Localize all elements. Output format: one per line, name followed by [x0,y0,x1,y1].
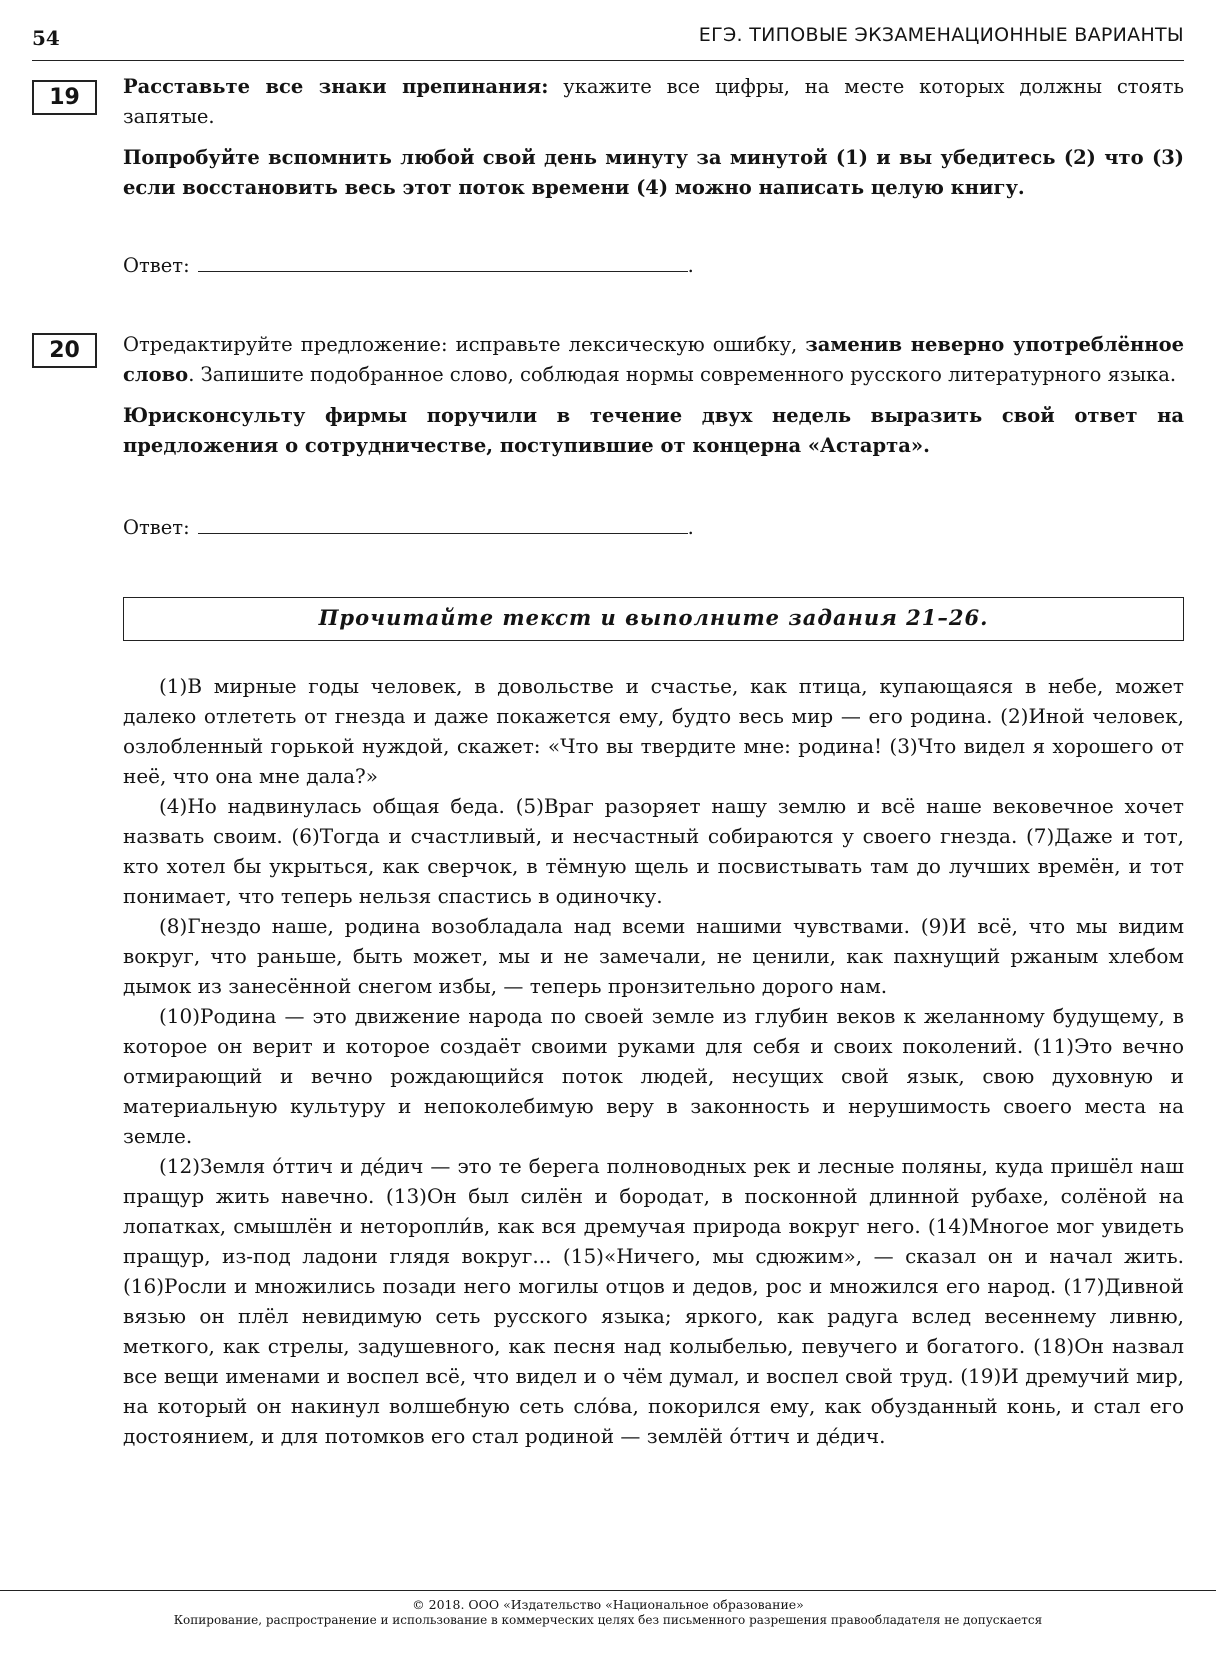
task-20-answer-end: . [687,516,694,539]
text-paragraph: (8)Гнездо наше, родина возобладала над всеми нашими чувствами. (9)И всё, что мы видим вокруг, что раньше, быть может, мы и не замечали, не ценили, как пахнущий ржаным хлебом дымок из занесённой снегом избы, — теперь пронзительно дорого нам. [123,914,1184,998]
text-paragraph: (4)Но надвинулась общая беда. (5)Враг разоряет нашу землю и всё наше вековечное хочет назвать своим. (6)Тогда и счастливый, и несчастный собираются у своего гнезда. (7)Даже и тот, кто хотел бы укрыться, как сверчок, в тёмную щель и посвистывать там до лучших времён, и тот понимает, что теперь нельзя спастись в одиночку. [123,794,1184,908]
footer-notice: Копирование, распространение и использование в коммерческих целях без письменного разрешения правообладателя не допускается [173,1613,1043,1627]
task-19-sentence: Попробуйте вспомнить любой свой день минуту за минутой (1) и вы убедитесь (2) что (3) если восстановить весь этот поток времени (4) можно написать целую книгу. [123,146,1184,199]
footer-copyright: © 2018. ООО «Издательство «Национальное образование» [412,1597,804,1612]
page-header [32,22,1184,61]
running-title: ЕГЭ. ТИПОВЫЕ ЭКЗАМЕНАЦИОННЫЕ ВАРИАНТЫ [698,24,1184,46]
task-20-answer [123,511,694,539]
page-number: 54 [32,26,60,50]
task-19-answer-label: Ответ: [123,254,190,277]
task-19-instruction-rest: укажите все цифры, на месте которых должны стоять запятые. [123,75,1185,128]
task-20-number: 20 [32,333,97,368]
task-19-instruction-bold: Расставьте все знаки препинания: [123,75,549,98]
reading-instruction-box: Прочитайте текст и выполните задания 21–26. [123,597,1184,641]
task-19-answer-end: . [687,254,694,277]
task-20-instruction [123,330,1184,389]
page-footer [0,1590,1216,1627]
task-20-instruction-b: . Запишите подобранное слово, соблюдая нормы современного русского литературного языка. [188,362,1177,386]
task-20-answer-label: Ответ: [123,516,190,539]
task-19-answer-line[interactable] [198,249,688,272]
task-20-block [123,330,1184,460]
text-paragraph: (1)В мирные годы человек, в довольстве и счастье, как птица, купающаяся в небе, может далеко отлететь от гнезда и даже покажется ему, будто весь мир — его родина. (2)Иной человек, озлобленный горькой нуждой, скажет: «Что вы твердите мне: родина! (3)Что видел я хорошего от неё, что она мне дала?» [123,674,1184,788]
task-20-instruction-bold: заменив неверно употреблённое слово [123,333,1184,386]
reading-text [123,671,1184,1451]
text-paragraph: (12)Земля о́ттич и де́дич — это те берега полноводных рек и лесные поляны, куда пришёл наш пращур жить навечно. (13)Он был силён и бородат, в посконной длинной рубахе, солёной на лопатках, смышлён и неторопли́в, как вся дремучая природа вокруг него. (14)Многое мог увидеть пращур, из-под ладони глядя вокруг... (15)«Ничего, мы сдюжим», — сказал он и начал жить. (16)Росли и множились позади него могилы отцов и дедов, рос и множился его народ. (17)Дивной вязью он плёл невидимую сеть русского языка; яркого, как радуга вслед весеннему ливню, меткого, как стрелы, задушевного, как песня над колыбелью, певучего и богатого. (18)Он назвал все вещи именами и воспел всё, что видел и о чём думал, и воспел свой труд. (19)И дремучий мир, на который он накинул волшебную сеть сло́ва, покорился ему, как обузданный конь, и стал его достоянием, и для потомков его стал родиной — землёй о́ттич и де́дич. [123,1154,1184,1448]
task-20-sentence: Юрисконсульту фирмы поручили в течение двух недель выразить свой ответ на предложения о сотрудничестве, поступившие от концерна «Астарта». [123,404,1184,457]
task-19-number: 19 [32,80,97,115]
task-19-instruction [123,72,1184,131]
task-20-instruction-a: Отредактируйте предложение: исправьте лексическую ошибку, [123,333,806,356]
text-paragraph: (10)Родина — это движение народа по своей земле из глубин веков к желанному будущему, в которое он верит и которое создаёт своими руками для себя и своих поколений. (11)Это вечно отмирающий и вечно рождающийся поток людей, несущих свой язык, свою духовную и материальную культуру и непоколебимую веру в законность и нерушимость своего места на земле. [123,1004,1184,1148]
task-19-answer [123,249,694,277]
task-20-answer-line[interactable] [198,511,688,534]
task-19-block [123,72,1184,202]
